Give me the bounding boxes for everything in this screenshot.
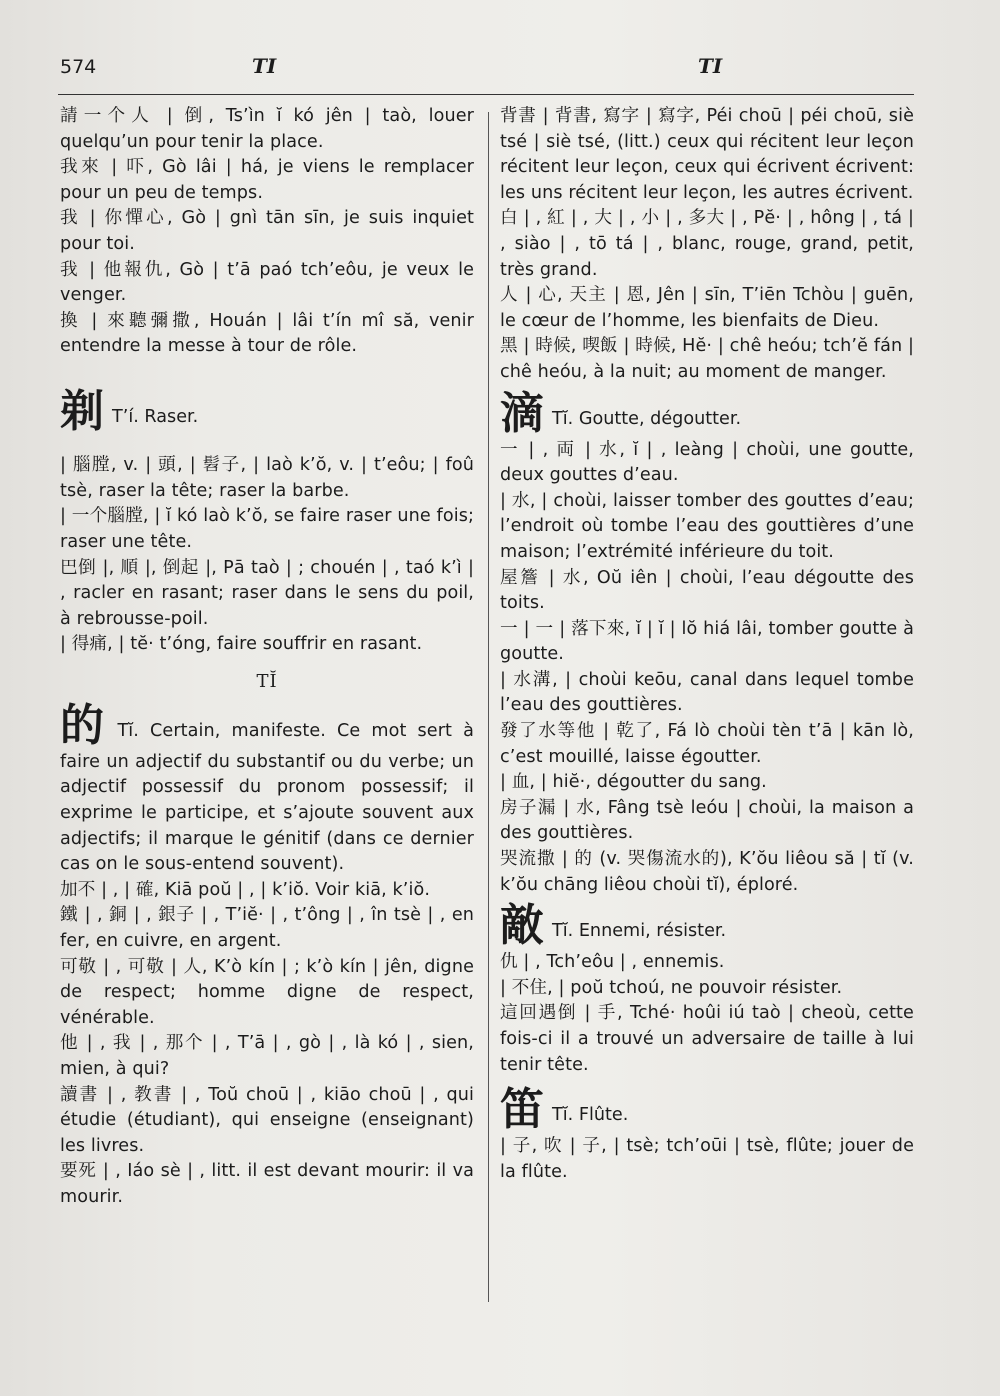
entry: 背書 | 背書, 寫字 | 寫字, Péi choū | péi choū, siè tsé | siè tsé, (litt.) ceux qui récitent leur leçon récitent leur leçon, ceux qui écrivent écrivent: les uns récitent leur leçon, les autres écrivent. <box>500 106 914 203</box>
entry: 房子漏 | 水, Fâng tsè leóu | choùi, la maison a des gouttières. <box>500 797 914 844</box>
headword-definition: Tĭ. Certain, manifeste. Ce mot sert à faire un adjectif du substantif ou du verbe; un adjectif possessif du pronom possessif; il exprime le participe, et s’ajoute souvent aux adjectifs; il marque le génitif (dans ce dernier cas on le sous-entend souvent). <box>60 720 474 875</box>
entry: | 一个腦膛, | ĭ kó laò k’ŏ, se faire raser une fois; raser une tête. <box>60 506 474 552</box>
headword-character: 敵 <box>500 900 544 952</box>
entry: 仇 | , Tch’eôu | , ennemis. <box>500 952 725 973</box>
right-column <box>500 104 914 1185</box>
entry: 一 | 一 | 落下來, ĭ | ĭ | lŏ hiá lâi, tomber goutte à goutte. <box>500 618 914 665</box>
entry: 我來 | 吓, Gò lâi | há, je viens le remplacer pour un peu de temps. <box>60 157 474 203</box>
entry: 發了水等他 | 乾了, Fá lò choùi tèn t’ā | kān lò, c’est mouillé, laisse égoutter. <box>500 721 914 767</box>
right-running-heading: TI <box>698 54 723 78</box>
entry: 鐵 | , 銅 | , 銀子 | , T’iĕ· | , t’ông | , în tsè | , en fer, en cuivre, en argent. <box>60 905 474 952</box>
entry: 要死 | , Iáo sè | , litt. il est devant mourir: il va mourir. <box>60 1161 474 1207</box>
entry: 讀書 | , 教書 | , Toŭ choū | , kiāo choū | , qui étudie (étudiant), qui enseigne (enseignant) les livres. <box>60 1084 474 1156</box>
column-divider <box>488 112 489 1302</box>
entry: 換 | 來聽彌撒, Houán | lâi t’ín mî să, venir entendre la messe à tour de rôle. <box>60 310 474 357</box>
headword-entry <box>500 902 914 950</box>
entry: 我 | 你憚心, Gò | gnì tān sīn, je suis inquiet pour toi. <box>60 208 474 254</box>
entry: | 得痛, | tĕ· t’óng, faire souffrir en rasant. <box>60 634 423 655</box>
headword-character: 的 <box>60 699 110 751</box>
entry: 黑 | 時候, 喫飯 | 時候, Hĕ· | chê heóu; tch’ĕ fán | chê heóu, à la nuit; au moment de manger. <box>500 336 914 382</box>
headword-definition: Tĭ. Goutte, dégoutter. <box>552 408 742 429</box>
headword-definition: Tĭ. Flûte. <box>552 1105 629 1126</box>
entry: 這回遇倒 | 手, Tché· hoûi iú taò | cheoù, cette fois-ci il a trouvé un adversaire de taille à lui tenir tête. <box>500 1003 914 1075</box>
header-rule <box>58 94 914 95</box>
headword-character: 滴 <box>500 387 544 439</box>
entry: | 腦膛, v. | 頭, | 髫子, | laò k’ŏ, v. | t’eôu; | foû tsè, raser la tête; raser la barbe. <box>60 455 474 501</box>
headword-entry <box>500 387 914 439</box>
headword-entry <box>60 385 474 437</box>
headword-character: 笛 <box>500 1084 544 1136</box>
entry: | 不住, | poŭ tchoú, ne pouvoir résister. <box>500 977 843 998</box>
entry: | 水, | choùi, laisser tomber des gouttes d’eau; l’endroit où tombe l’eau des gouttières d’une maison; l’extrémité inférieure du toit. <box>500 490 914 562</box>
running-head <box>0 52 1000 78</box>
entry: | 子, 吹 | 子, | tsè; tch’oūi | tsè, flûte; jouer de la flûte. <box>500 1136 914 1182</box>
headword-entry <box>500 1086 914 1134</box>
entry: 一 | , 両 | 水, ĭ | , leàng | choùi, une goutte, deux gouttes d’eau. <box>500 439 914 486</box>
entry: 人 | 心, 天主 | 恩, Jên | sīn, T’iēn Tchòu | guēn, le cœur de l’homme, les bienfaits de Dieu. <box>500 285 914 331</box>
entry: 可敬 | , 可敬 | 人, K’ò kín | ; k’ò kín | jên, digne de respect; homme digne de respect, vénérable. <box>60 956 474 1028</box>
entry: 巴倒 |, 順 |, 倒起 |, Pā taò | ; chouén | , taó k’ì | , racler en rasant; raser dans le sens du poil, à rebrousse-poil. <box>60 557 474 629</box>
headword-definition: T’í. Raser. <box>112 406 199 427</box>
entry: 他 | , 我 | , 那个 | , T’ā | , gò | , là kó | , sien, mien, à qui? <box>60 1033 474 1079</box>
entry: 加不 | , | 確, Kiā poŭ | , | k’iŏ. Voir kiā, k’iŏ. <box>60 879 431 900</box>
entry: | 水溝, | choùi keōu, canal dans lequel tombe l’eau des gouttières. <box>500 669 914 716</box>
entry: 白 | , 紅 | , 大 | , 小 | , 多大 | , Pĕ· | , hông | , tá | , siào | , tō tá | , blanc, rouge, grand, petit, très grand. <box>500 208 914 280</box>
entry: 屋簷 | 水, Oŭ iên | choùi, l’eau dégoutte des toits. <box>500 567 914 614</box>
headword-entry <box>60 699 474 878</box>
headword-definition: Tĭ. Ennemi, résister. <box>552 921 727 942</box>
left-column <box>60 104 474 1211</box>
entry: 請一个人 | 倒, Ts’ìn ĭ kó jên | taò, louer quelqu’un pour tenir la place. <box>60 106 474 152</box>
entry: 我 | 他報仇, Gò | t’ā paó tch’eôu, je veux le venger. <box>60 259 474 306</box>
headword-character: 剃 <box>60 385 104 437</box>
left-running-heading: TI <box>252 54 277 78</box>
entry: | 血, | hiĕ·, dégoutter du sang. <box>500 772 767 793</box>
syllable-heading: TĬ <box>256 670 278 692</box>
entry: 哭流撒 | 的 (v. 哭傷流水的), K’ŏu liêou să | tĭ (v. k’ŏu chāng liêou choùi tĭ), éploré. <box>500 849 914 895</box>
page-number: 574 <box>60 56 97 78</box>
